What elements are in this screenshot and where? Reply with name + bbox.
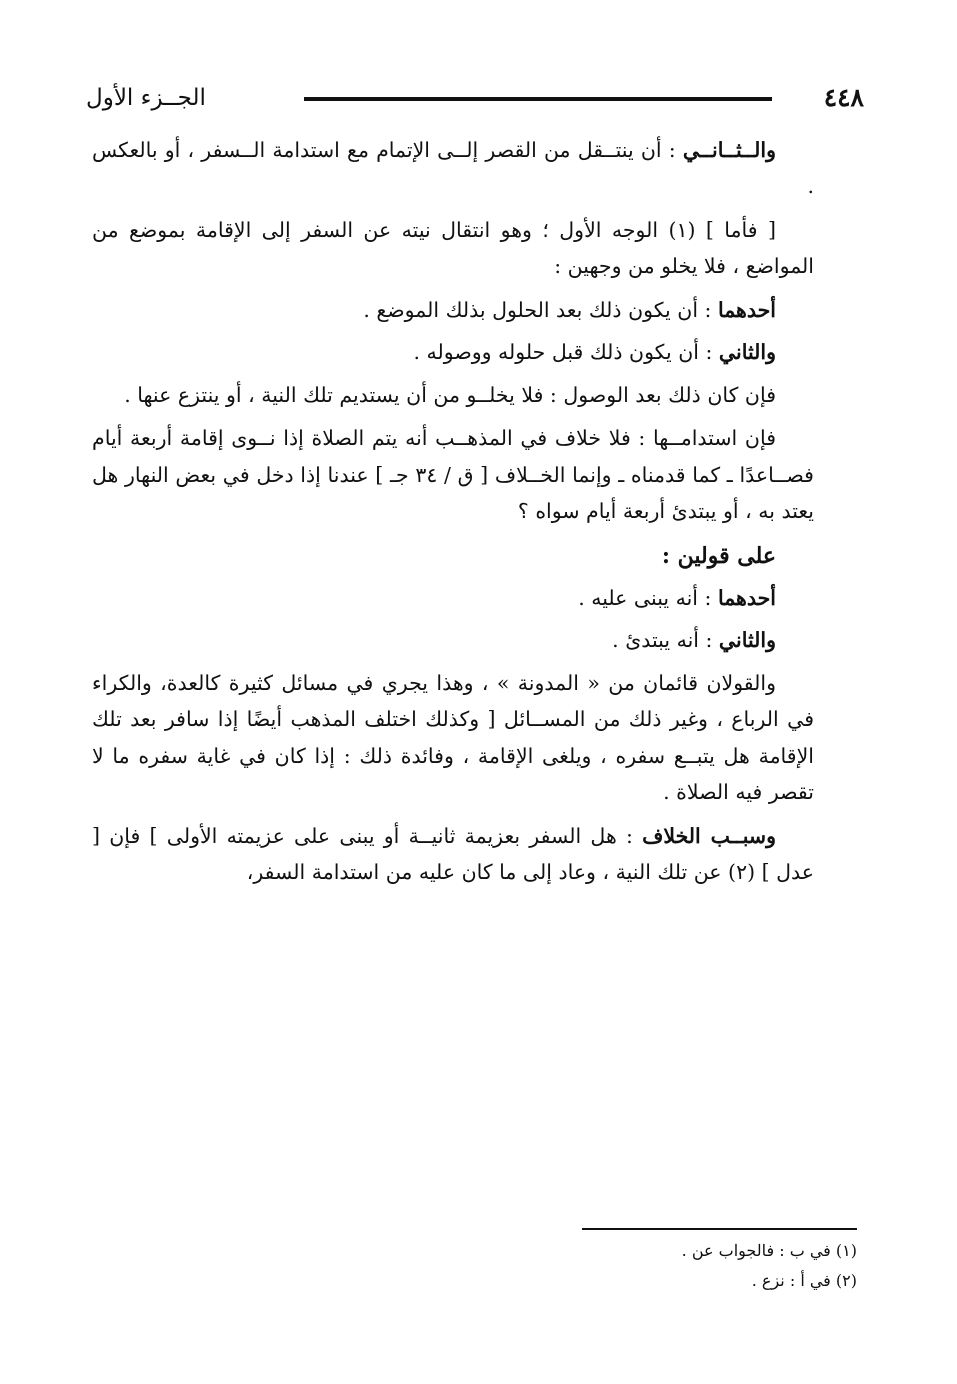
paragraph-after-arrival <box>92 377 814 413</box>
volume-title: الجــزء الأول <box>86 85 206 111</box>
paragraph-first-aspect <box>92 212 814 285</box>
paragraph-text: [ فأما ] (١) الوجه الأول ؛ وهو انتقال نيته عن السفر إلى الإقامة بموضع من المواضع ، فلا يخلو من وجهين : <box>92 217 814 279</box>
paragraph-reason-of-dispute <box>92 818 814 891</box>
paragraph-text: : هل السفر بعزيمة ثانيــة أو يبنى على عزيمته الأولى ] فإن [ عدل ] (٢) عن تلك النية ، وعاد إلى ما كان عليه من استدامة السفر، <box>92 823 814 885</box>
paragraph-one-of-them <box>92 292 776 328</box>
paragraph-text: فإن كان ذلك بعد الوصول : فلا يخلــو من أن يستديم تلك النية ، أو ينتزع عنها . <box>124 382 776 407</box>
paragraph-continuation <box>92 420 814 529</box>
main-text <box>92 132 814 898</box>
option-two <box>92 622 776 658</box>
paragraph-lead: والثاني <box>718 340 776 365</box>
page-header <box>86 78 864 118</box>
paragraph-second-case <box>92 132 814 205</box>
paragraph-text: : أن ينتــقل من القصر إلــى الإتمام مع استدامة الــسفر ، أو بالعكس . <box>92 138 814 199</box>
option-text: : أنه يبنى عليه . <box>578 586 718 610</box>
paragraph-the-second <box>92 334 776 370</box>
option-lead: أحدهما <box>717 586 776 610</box>
paragraph-lead: وسبــب الخلاف <box>642 823 776 848</box>
section-title: على قولين : <box>661 542 776 569</box>
footnote-1: (١) في ب : فالجواب عن . <box>681 1241 857 1260</box>
option-one <box>92 580 776 616</box>
paragraph-text: فإن استدامــها : فلا خلاف في المذهــب أنه يتم الصلاة إذا نــوى إقامة أربعة أيام فصــاعدًا ـ كما قدمناه ـ وإنما الخــلاف [ ق / ٣٤ جـ ] عندنا إذا دخل في بعض النهار هل يعتد به ، أو يبتدئ أربعة أيام سواه ؟ <box>92 426 814 524</box>
paragraph-text: والقولان قائمان من « المدونة » ، وهذا يجري في مسائل كثيرة كالعدة، والكراء في الرباع ، وغير ذلك من المســائل [ وكذلك اختلف المذهب أيضًا إذا سافر بعد تلك الإقامة هل يتبــع سفره ، ويلغى الإقامة ، وفائدة ذلك : إذا كان في غاية سفره ما لا تقصر فيه الصلاة . <box>92 670 814 805</box>
page-number: ٤٤٨ <box>823 83 864 112</box>
paragraph-text: : أن يكون ذلك قبل حلوله ووصوله . <box>413 340 719 365</box>
footnotes <box>357 1236 857 1297</box>
footnote-2: (٢) في أ : نزع . <box>751 1271 857 1291</box>
option-lead: والثاني <box>718 628 776 653</box>
footnote-rule <box>582 1228 857 1230</box>
paragraph-two-opinions <box>92 665 814 811</box>
paragraph-lead: والــثــانــي <box>682 138 776 162</box>
paragraph-text: : أن يكون ذلك بعد الحلول بذلك الموضع . <box>363 297 718 322</box>
option-text: : أنه يبتدئ . <box>612 628 719 653</box>
header-rule <box>304 97 772 101</box>
paragraph-lead: أحدهما <box>717 297 776 322</box>
